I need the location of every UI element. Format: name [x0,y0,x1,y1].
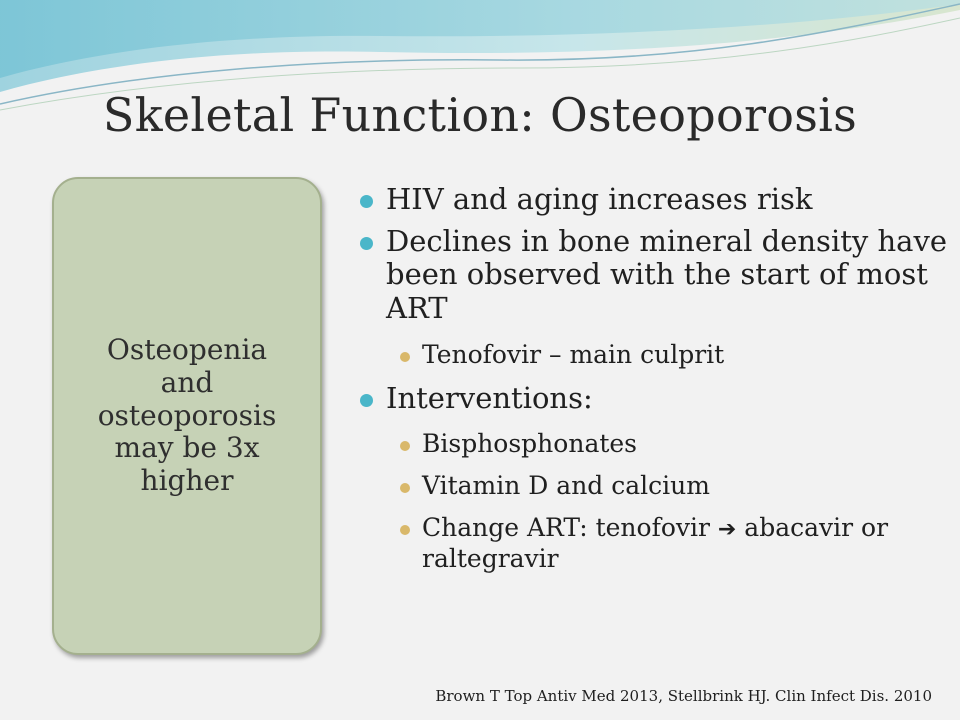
bullet-text: Interventions: [386,380,593,415]
sub-bullet-list [358,429,948,573]
callout-line: osteoporosis [97,398,277,432]
callout-box [52,177,322,655]
callout-line: Osteopenia [106,333,268,367]
sub-bullet-text: Bisphosphonates [422,429,638,459]
callout-text [84,334,291,498]
right-arrow-icon: ➔ [717,517,737,543]
bullet-item [358,382,948,574]
sub-bullet-text: abacavir or raltegravir [422,513,889,573]
callout-line: and [160,365,214,399]
bullet-item [358,225,948,370]
slide-title: Skeletal Function: Osteoporosis [102,88,858,142]
bullet-text: HIV and aging increases risk [386,182,813,216]
sub-bullet-list [358,340,948,370]
callout-line: may be 3x [114,431,260,465]
sub-bullet-item [358,340,948,370]
sub-bullet-item [358,471,948,501]
sub-bullet-item [358,429,948,459]
sub-bullet-item [358,513,948,573]
citation: Brown T Top Antiv Med 2013, Stellbrink HJ. Clin Infect Dis. 2010 [435,687,932,705]
bullet-list [358,183,948,586]
bullet-text: Declines in bone mineral density have been observed with the start of most ART [386,223,947,325]
sub-bullet-text: Vitamin D and calcium [422,471,710,501]
sub-bullet-text: Tenofovir – main culprit [422,339,725,369]
sub-bullet-text: Change ART: tenofovir [422,513,710,543]
bullet-item [358,183,948,217]
callout-line: higher [140,464,234,498]
